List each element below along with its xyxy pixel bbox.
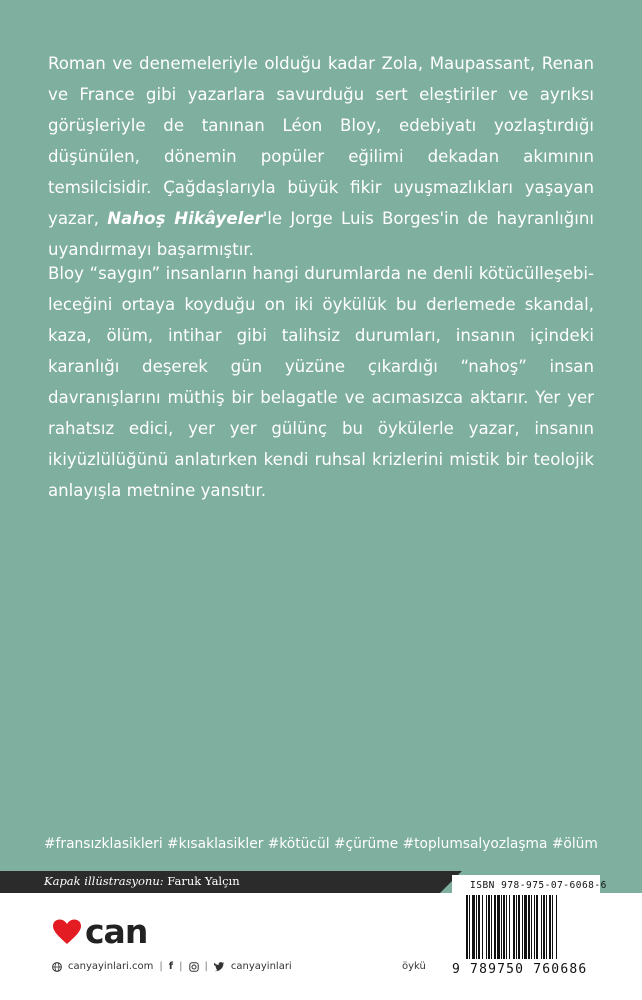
barcode-bar: [476, 895, 477, 959]
twitter-icon[interactable]: [214, 962, 225, 972]
barcode-bar: [482, 895, 483, 959]
divider: |: [204, 961, 208, 972]
cover-illustration-credit: [44, 874, 240, 888]
barcode-bar: [494, 895, 496, 959]
divider: |: [179, 961, 183, 972]
barcode-bar: [549, 895, 551, 959]
instagram-icon[interactable]: [189, 962, 199, 972]
logo-text: can: [85, 912, 148, 951]
heart-icon: [52, 919, 82, 945]
barcode-bar: [466, 895, 468, 959]
blurb-p2-text: Bloy “saygın” insanların hangi durumlarda ne denli kötücülleşebileceğini ortaya koyduğu on iki öykülük bu derlemede skandal, kaza, ölüm, intihar gibi talihsiz durumları, insanın içindeki karanlığı deşerek gün yüzüne çıkardığı “nahoş” insan davranışlarını müthiş bir belagatle ve acımasızca aktarır. Yer yer rahatsız edici, yer yer gülünç bu öykülerle yazar, insanın ikiyüzlülüğünü anlatırken kendi ruhsal krizlerini mistik bir teolojik anlayışla metnine yansıtır.: [48, 264, 594, 500]
barcode-bar: [472, 895, 475, 959]
barcode-bar: [506, 895, 507, 959]
barcode-bar: [491, 895, 492, 959]
barcode-bar: [543, 895, 545, 959]
barcode-bar: [509, 895, 510, 959]
barcode-bar: [469, 895, 470, 959]
barcode-bar: [524, 895, 527, 959]
barcode-bar: [552, 895, 553, 959]
publisher-links: [52, 961, 292, 972]
barcode-bar: [486, 895, 487, 959]
social-handle[interactable]: canyayinlari: [230, 961, 292, 972]
book-title: Nahoş Hikâyeler: [107, 209, 263, 228]
barcode-bar: [478, 895, 480, 959]
barcode-bar: [534, 895, 535, 959]
credit-name: Faruk Yalçın: [167, 874, 240, 888]
barcode-bar: [522, 895, 523, 959]
website-link[interactable]: canyayinlari.com: [68, 961, 154, 972]
hashtag-line: #fransızklasikleri #kısaklasikler #kötücül #çürüme #toplumsalyozlaşma #ölüm: [44, 836, 598, 852]
publisher-logo: [52, 912, 147, 951]
barcode-bar: [528, 895, 530, 959]
barcode-bar: [531, 895, 532, 959]
barcode-bar: [488, 895, 490, 959]
barcode-bar: [501, 895, 502, 959]
barcode-bar: [497, 895, 500, 959]
blurb-paragraph-1: [48, 48, 594, 265]
barcode-bar: [556, 895, 557, 959]
barcode-bar: [503, 895, 505, 959]
barcode-bar: [518, 895, 520, 959]
facebook-icon[interactable]: f: [168, 961, 174, 972]
divider: |: [159, 961, 163, 972]
credit-label: Kapak illüstrasyonu:: [44, 874, 164, 888]
barcode-number: 9 789750 760686: [452, 962, 588, 977]
blurb-p1-text: Roman ve denemeleriyle olduğu kadar Zola, Maupassant, Renan ve France gibi yazarlara savurduğu sert eleştiriler ve ayrıksı görüşleriyle de tanınan Léon Bloy, edebiyatı yozlaştırdığı düşünülen, dönemin popüler eğilimi dekadan akımının temsilcisidir. Çağdaşlarıyla büyük fikir uyuşmazlıkları yaşayan yazar,: [48, 54, 594, 228]
barcode-bar: [516, 895, 517, 959]
barcode-bar: [513, 895, 515, 959]
barcode-bar: [541, 895, 542, 959]
globe-icon: [52, 962, 62, 972]
blurb-paragraph-2: [48, 258, 594, 506]
barcode: [464, 895, 592, 965]
genre-label: öykü: [402, 961, 426, 972]
barcode-bar: [546, 895, 547, 959]
isbn-label: ISBN 978-975-07-6068-6: [470, 880, 607, 891]
blurb-p1-text-end: 'le Jorge Luis Borges'in de hayranlığını uyandırmayı başarmıştır.: [48, 209, 594, 259]
barcode-bar: [536, 895, 538, 959]
